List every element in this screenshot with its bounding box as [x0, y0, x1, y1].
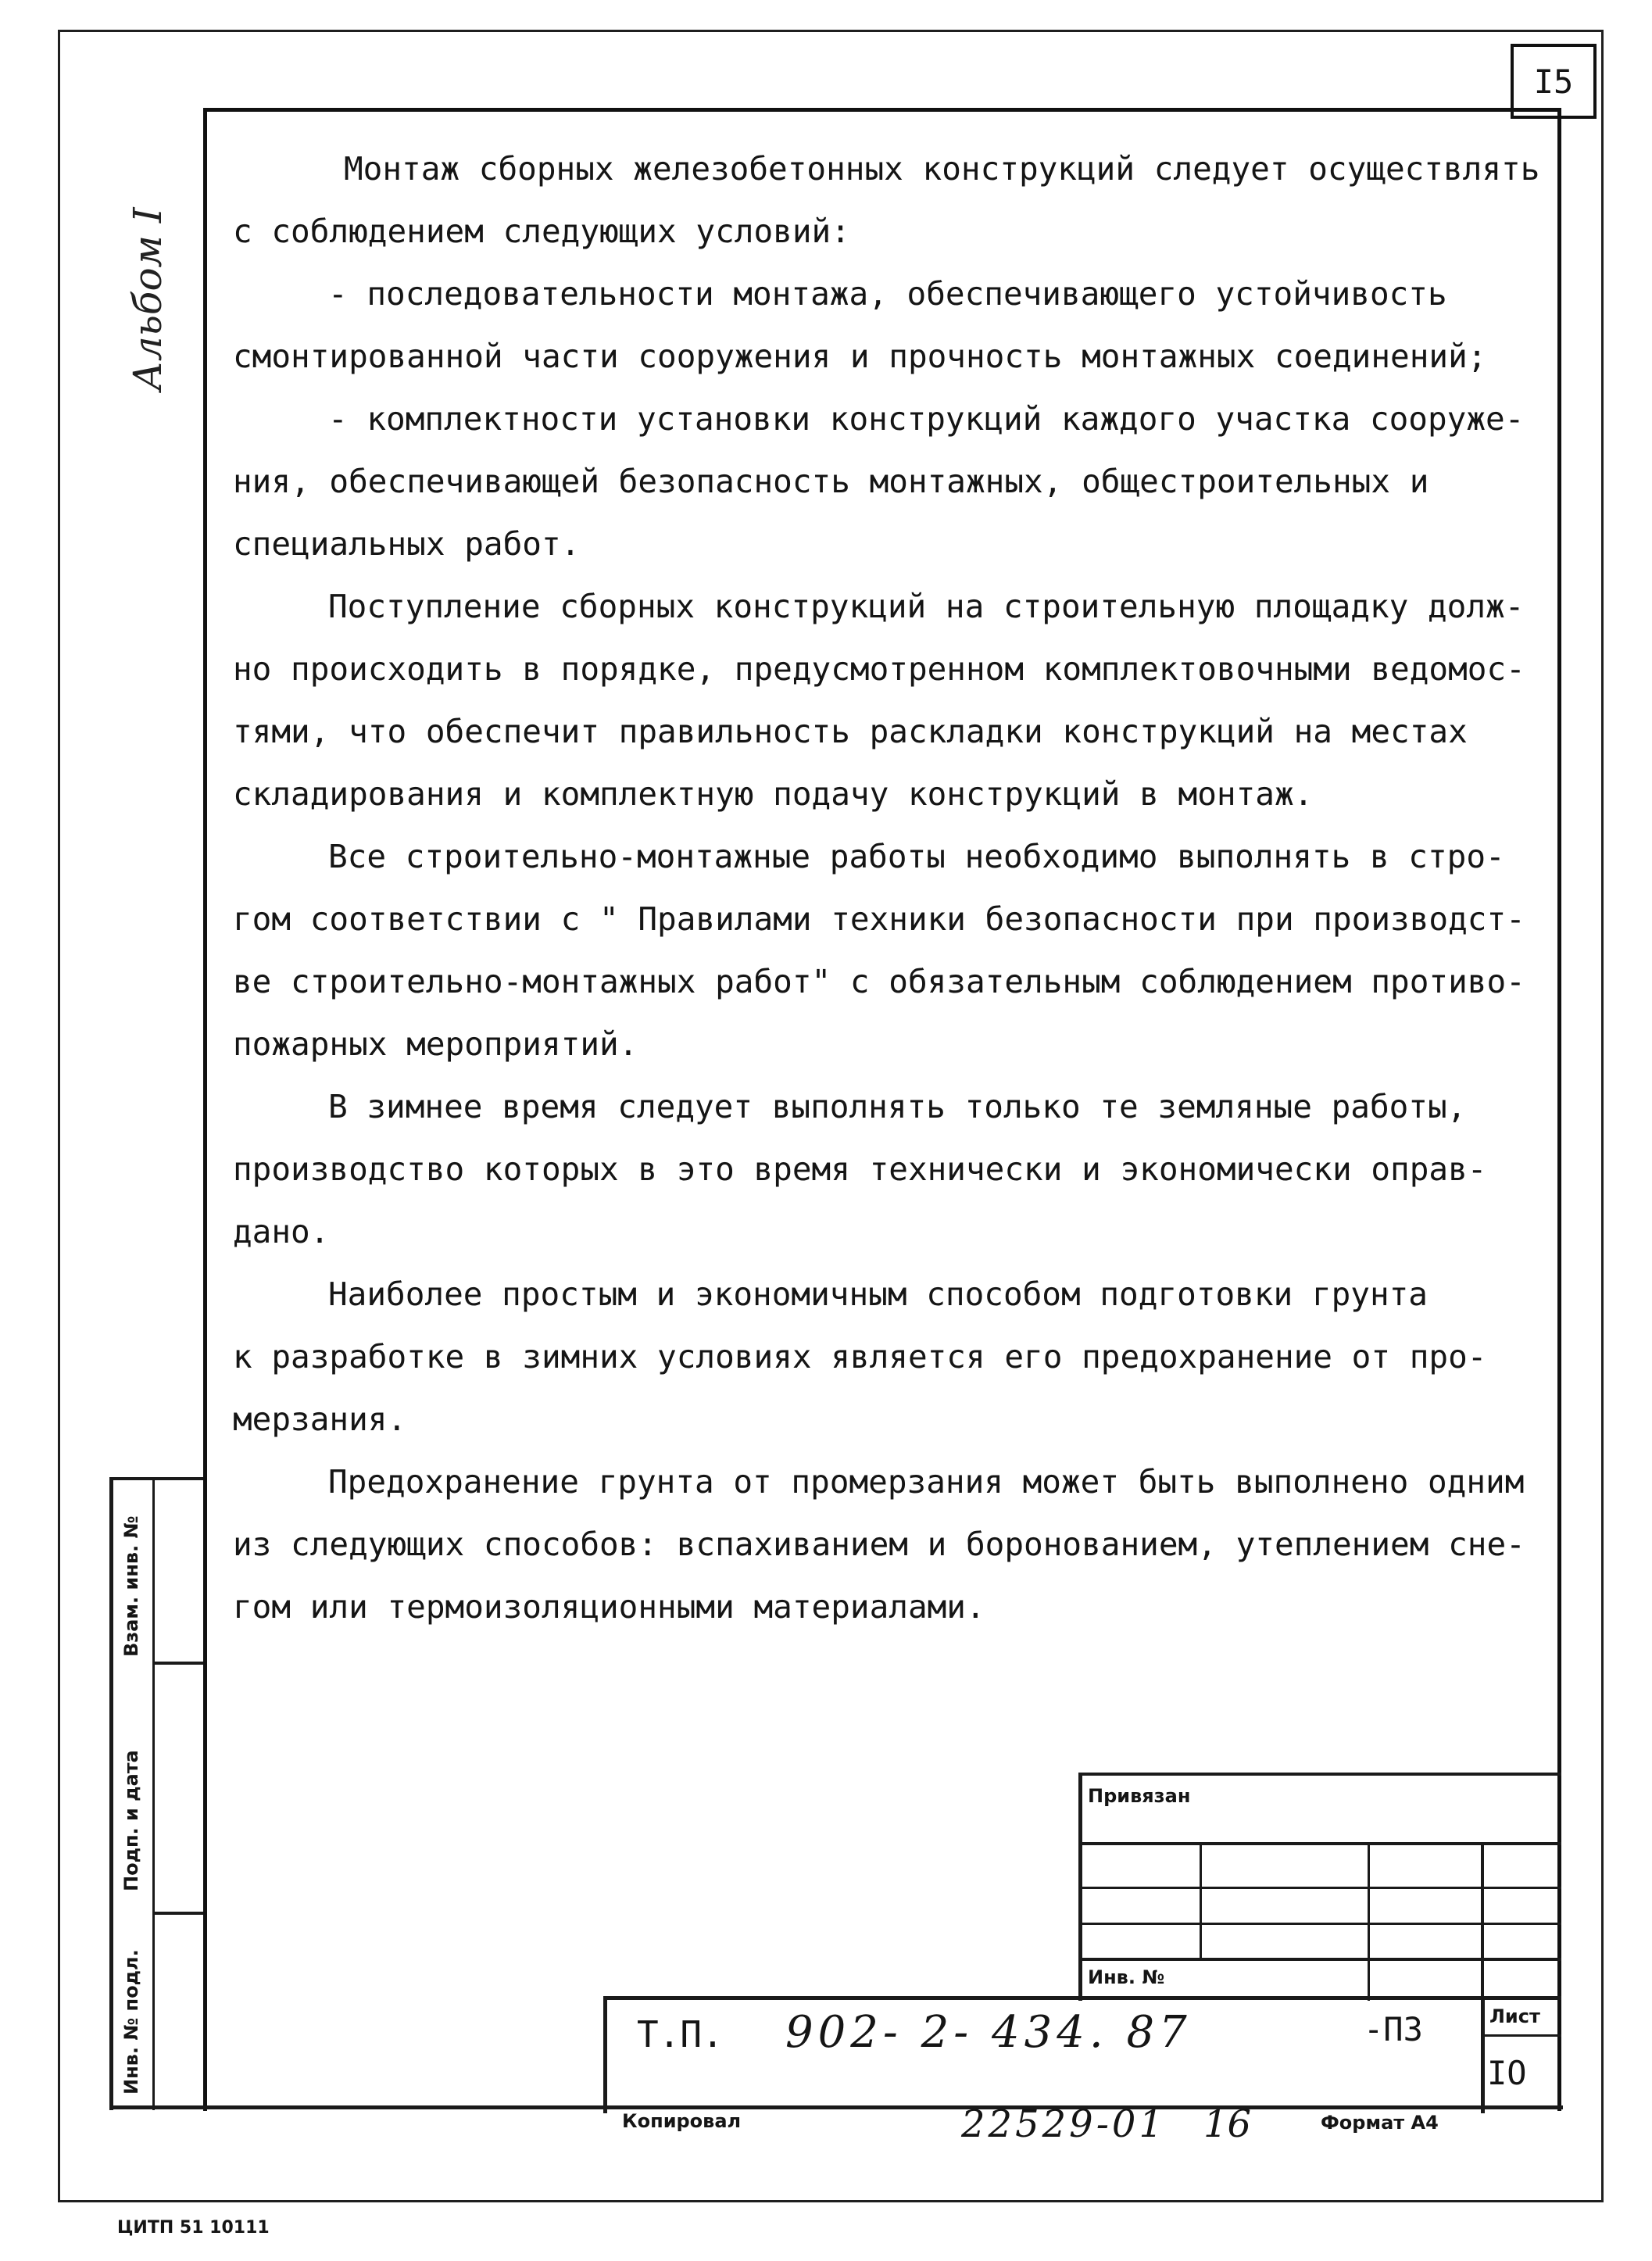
title-sheet-row: [1481, 2034, 1561, 2037]
binding-row-line: [1078, 1887, 1561, 1889]
text-line: производство которых в это время технически и экономически оправ-: [233, 1150, 1487, 1188]
text-line: дано.: [233, 1213, 330, 1250]
text-line: ве строительно-монтажных работ" с обязательным соблюдением противо-: [233, 963, 1525, 1000]
inv-no-label: Инв. №: [1088, 1966, 1165, 1988]
text-line: пожарных мероприятий.: [233, 1025, 638, 1063]
bottom-stamp: ЦИТП 51 10111: [117, 2218, 270, 2238]
stamp-orig-inv: Инв. № подл.: [120, 1949, 142, 2095]
text-line: с соблюдением следующих условий:: [233, 213, 850, 250]
text-line: ния, обеспечивающей безопасность монтажных, общестроительных и: [233, 463, 1429, 500]
side-stamp: [109, 1477, 203, 2110]
doc-suffix: -ПЗ: [1364, 2010, 1423, 2048]
text-line: В зимнее время следует выполнять только те земляные работы,: [328, 1088, 1467, 1125]
stamp-replacement-inv: Взам. инв. №: [120, 1515, 142, 1657]
text-line: складирования и комплектную подачу конструкций в монтаж.: [233, 775, 1314, 813]
stamp-sign-date: Подп. и дата: [120, 1750, 142, 1891]
text-line: - последовательности монтажа, обеспечивающего устойчивость: [328, 275, 1447, 313]
binding-row-line: [1078, 1923, 1561, 1925]
side-stamp-left-border: [109, 1477, 113, 2110]
text-line: гом или термоизоляционными материалами.: [233, 1588, 985, 1626]
binding-row-line: [1078, 1958, 1561, 1961]
sheet-number: IO: [1487, 2054, 1527, 2092]
text-line: специальных работ.: [233, 525, 581, 563]
text-line: Все строительно-монтажные работы необходимо выполнять в стро-: [328, 838, 1505, 875]
side-stamp-row-line: [152, 1912, 203, 1915]
title-left-border: [603, 1996, 607, 2113]
text-line: гом соответствии с " Правилами техники безопасности при производст-: [233, 900, 1525, 938]
text-line: мерзания.: [233, 1401, 407, 1438]
title-sheet-divider: [1481, 1996, 1485, 2113]
copied-label: Копировал: [622, 2110, 742, 2132]
text-line: Предохранение грунта от промерзания может быть выполнено одним: [328, 1463, 1525, 1501]
doc-code-handwritten: 902- 2- 434. 87: [785, 2007, 1192, 2058]
text-line: но происходить в порядке, предусмотренном комплектовочными ведомос-: [233, 650, 1525, 688]
text-line: Наиболее простым и экономичным способом подготовки грунта: [328, 1275, 1428, 1313]
binding-col-line: [1481, 1842, 1484, 2001]
title-top-border: [603, 1996, 1561, 2000]
text-line: Монтаж сборных железобетонных конструкций следует осуществлять: [344, 150, 1540, 188]
sheet-label: Лист: [1489, 2005, 1540, 2027]
text-line: Поступление сборных конструкций на строительную площадку долж-: [328, 588, 1525, 625]
binding-top-border: [1078, 1773, 1561, 1776]
side-stamp-top-border: [109, 1477, 203, 1480]
copy-number-handwritten: 16: [1203, 2102, 1252, 2146]
frame-bottom-border: [109, 2105, 1563, 2109]
text-line: - комплектности установки конструкций каждого участка сооруже-: [328, 400, 1525, 438]
text-line: смонтированной части сооружения и прочность монтажных соединений;: [233, 338, 1487, 375]
doc-prefix: Т.П.: [637, 2013, 724, 2055]
binding-col-line: [1200, 1842, 1202, 1959]
side-stamp-divider: [152, 1477, 155, 2110]
text-line: к разработке в зимних условиях является его предохранение от про-: [233, 1338, 1487, 1376]
text-line: тями, что обеспечит правильность раскладки конструкций на местах: [233, 713, 1468, 750]
copy-code-handwritten: 22529-01: [961, 2102, 1166, 2146]
format-label: Формат А4: [1321, 2112, 1439, 2134]
album-label-text: Альбом I: [125, 207, 170, 391]
page-number: I5: [1533, 62, 1574, 101]
binding-col-line: [1368, 1842, 1370, 2001]
binding-row-line: [1078, 1842, 1561, 1845]
privyazan-label: Привязан: [1088, 1785, 1191, 1807]
side-stamp-row-line: [152, 1662, 203, 1665]
text-line: из следующих способов: вспахиванием и боронованием, утеплением сне-: [233, 1526, 1525, 1563]
